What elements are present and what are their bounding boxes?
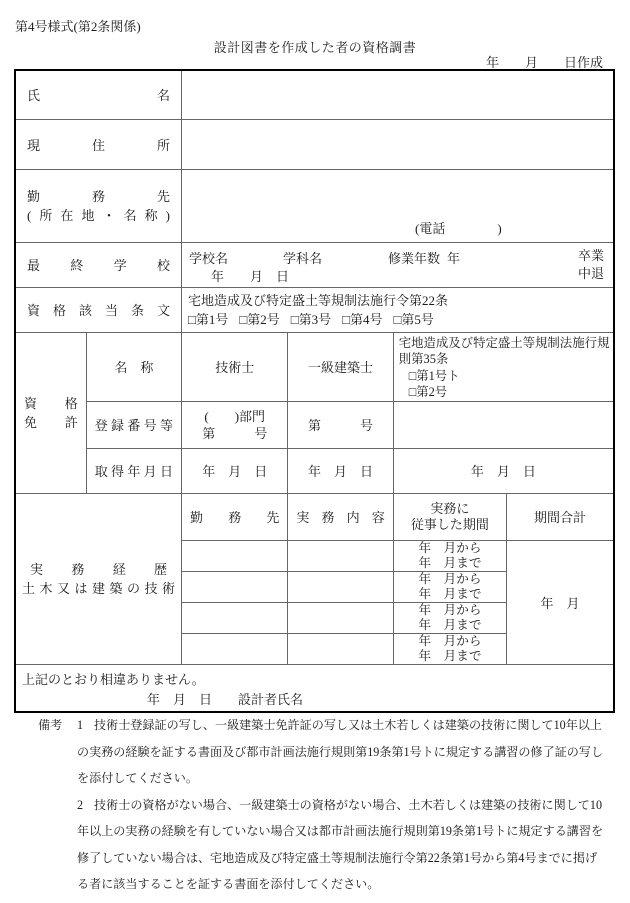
row-school <box>15 242 614 287</box>
col-header-workplace <box>182 493 288 540</box>
checkbox-article22-no4[interactable]: □第4号 <box>342 311 383 327</box>
period-to: 年 月まで <box>418 586 482 601</box>
address-label-cell <box>15 119 182 169</box>
exp2-workplace-cell[interactable] <box>182 571 288 602</box>
checkbox-article22-no3[interactable]: □第3号 <box>290 311 332 327</box>
registration-label-cell <box>86 401 181 448</box>
year-suffix-label: 年 <box>447 250 461 266</box>
rule35-cell <box>393 332 614 401</box>
row-name <box>15 70 614 119</box>
phone-label: (電話 ) <box>415 220 502 236</box>
notes-label: 備考 <box>38 718 63 732</box>
workplace-label: 勤 務 先 <box>27 188 171 204</box>
period-to: 年 月まで <box>418 555 482 570</box>
row-declaration <box>15 664 614 712</box>
note-number: 2 <box>77 797 84 812</box>
signature-line: 年 月 日 設計者氏名 <box>147 691 304 707</box>
exp4-content-cell[interactable] <box>288 633 393 664</box>
period-to: 年 月まで <box>418 648 482 663</box>
col-header-total: 期間合計 <box>507 493 614 540</box>
checkbox-rule35-no1[interactable]: □第1号ト <box>408 368 460 383</box>
exp3-content-cell[interactable] <box>288 602 393 633</box>
engineer-name-cell: 技術士 <box>182 332 288 401</box>
license-label-line2: 免 許 <box>24 414 78 430</box>
workplace-label-cell <box>15 169 182 242</box>
experience-section-label-cell <box>15 493 182 664</box>
period-col-label-line1: 実務に <box>430 500 470 516</box>
architect-acquired-cell[interactable]: 年 月 日 <box>288 448 393 493</box>
name-input-cell[interactable] <box>182 70 614 119</box>
col-header-content <box>288 493 393 540</box>
study-years-label: 修業年数 <box>388 250 441 266</box>
period-from: 年 月から <box>418 571 482 586</box>
created-date-line: 年 月 日作成 <box>485 55 603 70</box>
school-date-line: 年 月 日 <box>211 268 290 284</box>
architect-name-cell: 一級建築士 <box>288 332 393 401</box>
exp4-period-cell[interactable] <box>393 633 506 664</box>
engineer-registration-number: 第 号 <box>202 425 268 441</box>
exp1-period-cell[interactable] <box>393 540 506 571</box>
school-label: 最 終 学 校 <box>27 258 171 273</box>
declaration-text: 上記のとおり相違ありません。 <box>22 671 205 687</box>
notes-section <box>38 712 605 898</box>
article-label: 資 格 該 当 条 文 <box>27 303 171 318</box>
acquired-label: 取 得 年 月 日 <box>94 464 173 479</box>
period-from: 年 月から <box>418 633 482 648</box>
declaration-cell <box>15 664 614 712</box>
note-number: 1 <box>77 718 84 732</box>
workplace-sublabel: ( 所 在 地 ・ 名 称 ) <box>27 207 170 223</box>
exp3-workplace-cell[interactable] <box>182 602 288 633</box>
rule35-law-line: 宅地造成及び特定盛土等規制法施行規則第35条 <box>398 335 610 366</box>
acquired-label-cell <box>86 448 181 493</box>
exp2-period-cell[interactable] <box>393 571 506 602</box>
dropout-label: 中退 <box>577 265 604 281</box>
school-label-cell <box>15 242 182 287</box>
period-from: 年 月から <box>418 602 482 617</box>
content-col-label: 実 務 内 容 <box>296 510 385 525</box>
engineer-registration-cell[interactable] <box>182 401 288 448</box>
experience-label-line2: 土 木 又 は 建 築 の 技 術 <box>22 580 176 596</box>
engineer-registration-division: ( )部門 <box>204 408 266 424</box>
rule35-registration-cell[interactable] <box>393 401 614 448</box>
qualification-table <box>14 69 615 713</box>
experience-label-line1: 実 務 経 歴 <box>30 561 168 577</box>
row-license-name <box>15 332 614 401</box>
row-article <box>15 287 614 332</box>
exp1-workplace-cell[interactable] <box>182 540 288 571</box>
checkbox-rule35-no2[interactable]: □第2号 <box>408 385 448 399</box>
article-input-cell <box>182 287 614 332</box>
row-experience-header <box>15 493 614 540</box>
note-item-1 <box>77 712 605 792</box>
exp2-content-cell[interactable] <box>288 571 393 602</box>
school-input-cell[interactable] <box>182 242 614 287</box>
school-name-label: 学校名 <box>189 250 229 266</box>
period-from: 年 月から <box>418 540 482 555</box>
note-item-2 <box>77 792 605 898</box>
rule35-acquired-cell[interactable]: 年 月 日 <box>393 448 614 493</box>
row-license-registration <box>15 401 614 448</box>
engineer-acquired-cell[interactable]: 年 月 日 <box>182 448 288 493</box>
name-label: 氏 名 <box>27 88 171 104</box>
period-to: 年 月まで <box>418 617 482 632</box>
department-label: 学科名 <box>283 250 323 266</box>
license-name-label-cell: 名 称 <box>86 332 181 401</box>
exp1-content-cell[interactable] <box>288 540 393 571</box>
period-col-label-line2: 従事した期間 <box>410 516 489 532</box>
row-license-acquired <box>15 448 614 493</box>
checkbox-article22-no1[interactable]: □第1号 <box>188 311 229 327</box>
form-number: 第4号様式(第2条関係) <box>15 19 141 34</box>
name-label-cell <box>15 70 182 119</box>
workplace-col-label: 勤 務 先 <box>190 510 280 525</box>
checkbox-article22-no5[interactable]: □第5号 <box>393 311 434 327</box>
license-label-line1: 資 格 <box>24 395 78 411</box>
architect-registration-cell[interactable]: 第 号 <box>288 401 393 448</box>
total-period-cell[interactable]: 年 月 <box>507 540 614 664</box>
address-label: 現 住 所 <box>27 137 171 153</box>
license-section-label-cell <box>15 332 86 493</box>
article-label-cell <box>15 287 182 332</box>
checkbox-article22-no2[interactable]: □第2号 <box>239 311 280 327</box>
row-workplace <box>15 169 614 242</box>
note-text: 技術士の資格がない場合、一級建築士の資格がない場合、土木若しくは建築の技術に関して10年以上の実務の経験を有していない場合又は都市計画法施行規則第19条第1号トに規定する講習を修了していない場合は、宅地造成及び特定盛土等規制法施行令第22条第1号から第4号までに掲げる者に該当することを証する書面を添付してください。 <box>77 797 604 891</box>
workplace-input-cell[interactable] <box>182 169 614 242</box>
exp3-period-cell[interactable] <box>393 602 506 633</box>
graduated-label: 卒業 <box>577 247 604 263</box>
col-header-period <box>393 493 506 540</box>
exp4-workplace-cell[interactable] <box>182 633 288 664</box>
article-law-line: 宅地造成及び特定盛土等規制法施行令第22条 <box>188 292 449 308</box>
address-input-cell[interactable] <box>182 119 614 169</box>
note-text: 技術士登録証の写し、一級建築士免許証の写し又は土木若しくは建築の技術に関して10年以上の実務の経験を証する書面及び都市計画法施行規則第19条第1号トに規定する講習の修了証の写しを添付してください。 <box>77 718 604 785</box>
row-address <box>15 119 614 169</box>
page-title: 設計図書を作成した者の資格調書 <box>213 40 417 55</box>
registration-label: 登 録 番 号 等 <box>94 418 173 433</box>
